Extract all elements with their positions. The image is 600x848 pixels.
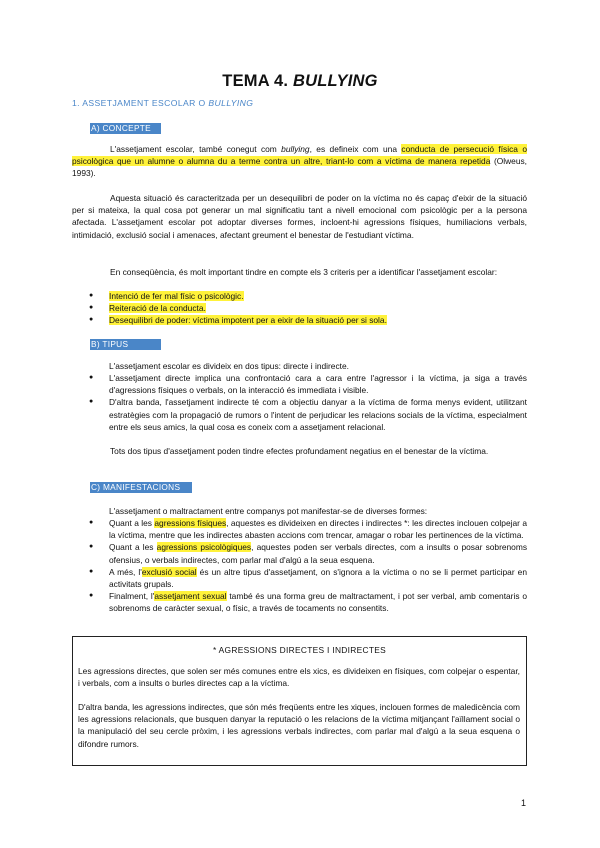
concepte-paragraph-3: En conseqüència, és molt important tindre en compte els 3 criteris per a identificar l'assetjament escolar: bbox=[110, 267, 498, 277]
note-box bbox=[72, 636, 527, 766]
highlight-exclusio-social: exclusió social bbox=[141, 566, 197, 577]
subheading-concepte: A) CONCEPTE bbox=[90, 123, 161, 134]
list-item: ● Quant a les agressions psicològiques, aquestes poden ser verbals directes, com a insults o posar sobrenoms ofensius, o verbals indirectes, com parlar mal d'algú a la seua esquena. bbox=[72, 541, 527, 565]
tipus-list bbox=[72, 372, 527, 433]
note-box-title: * AGRESSIONS DIRECTES I INDIRECTES bbox=[212, 645, 387, 655]
list-item: ● A més, l'exclusió social és un altre tipus d'assetjament, on s'ignora a la víctima o no se li permet participar en activitats grupals. bbox=[72, 566, 527, 590]
criteria-list bbox=[72, 290, 527, 327]
concepte-paragraph-2: Aquesta situació és caracteritzada per un desequilibri de poder on la víctima no és capaç d'eixir de la situació per si mateixa, la qual cosa pot generar un mal significatiu tant a nivell emocional com psicològic per a la persona afectada. L'assetjament escolar pot adoptar diverses formes, incloent-hi agressions físiques, humiliacions verbals, intimidació, exclusió social i amenaces, afectant greument el benestar de l'estudiant víctima. bbox=[72, 193, 527, 240]
section-heading bbox=[72, 98, 253, 108]
page-title bbox=[0, 72, 600, 91]
list-item: ● Intenció de fer mal físic o psicològic. bbox=[72, 290, 527, 302]
highlight-agressions-fisiques: agressions físiques bbox=[154, 518, 227, 528]
concepte-paragraph-1: L'assetjament escolar, també conegut com bullying, es defineix com una conducta de persecució física o psicològica que un alumne o alumna du a terme contra un altre, triant-lo com a víctima de manera repetida (Olweus, 1993). bbox=[72, 144, 528, 179]
section-italic: BULLYING bbox=[208, 98, 254, 108]
manifestacions-list bbox=[72, 517, 527, 615]
note-box-paragraph-2: D'altra banda, les agressions indirectes, que són més freqüents entre les xiques, inclouen formes de maledicència com les agressions relacionals, que busquen danyar la reputació o les relacions de la víctima mitjançant l'aïllament social o la manipulació del seu cercle pròxim, i les agressions verbals indirectes, com parlar mal d'algú a la seua esquena o difondre rumors. bbox=[78, 702, 520, 749]
list-item: ● L'assetjament directe implica una confrontació cara a cara entre l'agressor i la víctima, ja siga a través d'agressions físiques o verbals, on la interacció és immediata i visible. bbox=[72, 372, 527, 396]
title-italic: BULLYING bbox=[292, 72, 378, 90]
highlight-definition: conducta de persecució física o psicològica que un alumne o alumna du a terme contra un altre, triant-lo com a víctima de manera repetida bbox=[72, 144, 528, 167]
list-item: ● Quant a les agressions físiques, aquestes es divideixen en directes i indirectes *: les directes inclouen colpejar a la víctima, mentre que les indirectes abasten accions com trencar, amagar o robar les pertinences de la víctima. bbox=[72, 517, 527, 541]
note-box-paragraph-1: Les agressions directes, que solen ser més comunes entre els xics, es divideixen en físiques, com colpejar o espentar, i verbals, com a insults o burles directes cap a la víctima. bbox=[78, 666, 520, 689]
title-text: TEMA 4. bbox=[222, 72, 293, 90]
section-text: 1. ASSETJAMENT ESCOLAR O bbox=[72, 98, 209, 108]
subheading-tipus: B) TIPUS bbox=[90, 339, 161, 350]
manifestacions-paragraph-1: L'assetjament o maltractament entre companys pot manifestar-se de diverses formes: bbox=[109, 506, 428, 516]
subheading-manifestacions: C) MANIFESTACIONS bbox=[90, 482, 192, 493]
highlight-agressions-psicologiques: agressions psicològiques bbox=[156, 542, 252, 553]
highlight-assetjament-sexual: assetjament sexual bbox=[154, 591, 227, 602]
list-item: ● Finalment, l'assetjament sexual també és una forma greu de maltractament, i pot ser verbal, amb comentaris o sobrenoms de caràcter sexual, o físic, a través de tocaments no consentits. bbox=[72, 590, 527, 614]
list-item: ● Desequilibri de poder: víctima impotent per a eixir de la situació per si sola. bbox=[72, 314, 527, 326]
tipus-paragraph-2: Tots dos tipus d'assetjament poden tindre efectes profundament negatius en el benestar de la víctima. bbox=[110, 446, 489, 456]
tipus-paragraph-1: L'assetjament escolar es divideix en dos tipus: directe i indirecte. bbox=[109, 361, 349, 371]
page-number: 1 bbox=[521, 798, 527, 808]
list-item: ● D'altra banda, l'assetjament indirecte té com a objectiu danyar a la víctima de forma menys evident, utilitzant estratègies com la propagació de rumors o l'intent de perjudicar les relacions socials de la víctima, especialment entre els seus amics, la qual cosa es coneix com a assetjament relacional. bbox=[72, 396, 527, 433]
list-item: ● Reiteració de la conducta. bbox=[72, 302, 527, 314]
